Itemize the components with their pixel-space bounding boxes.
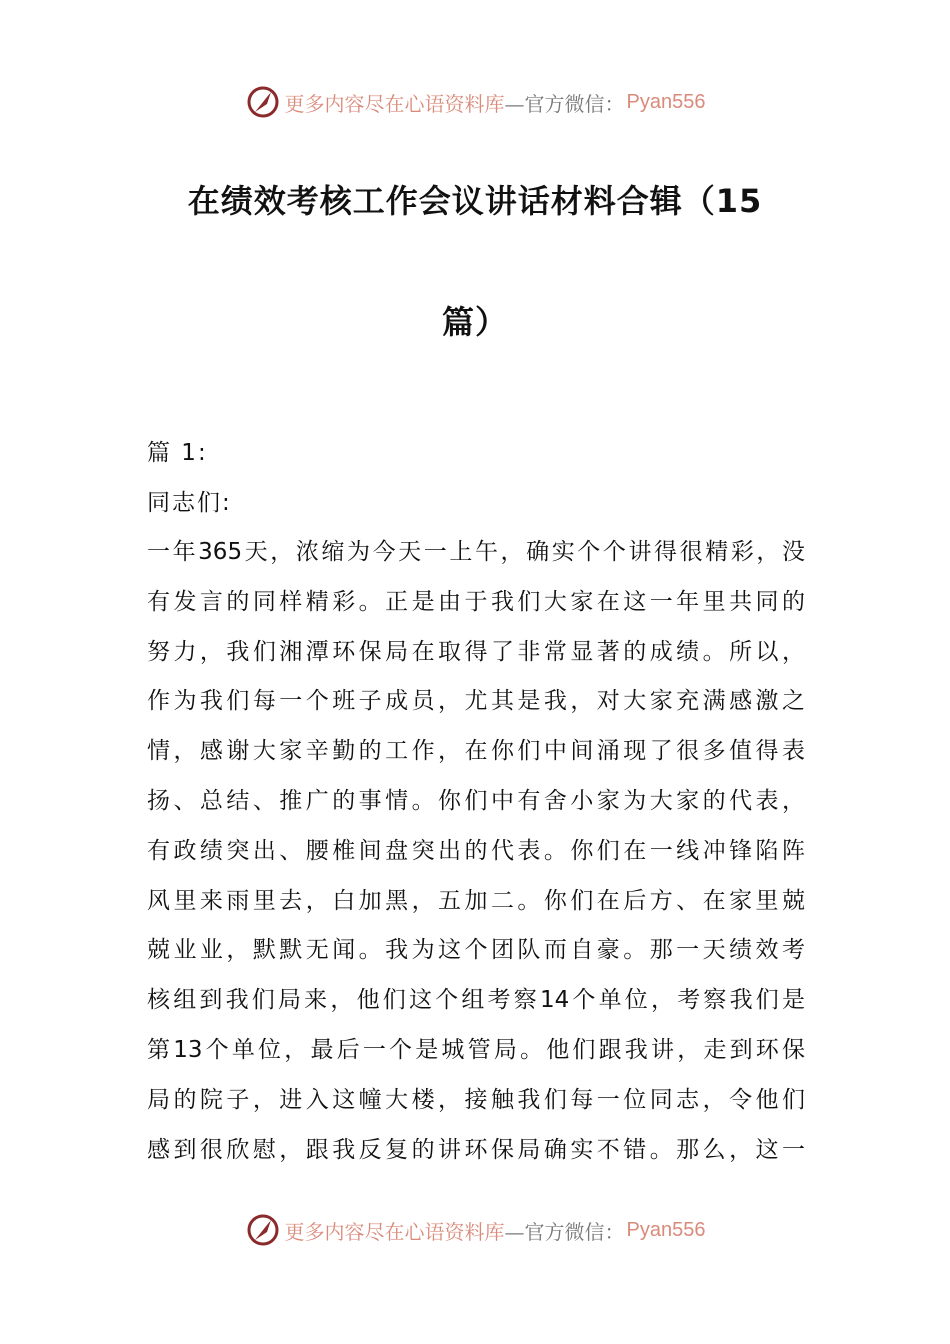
document-title-line1: 在绩效考核工作会议讲话材料合辑（15 — [187, 182, 763, 220]
watermark-wechat-id: Pyan556 — [626, 90, 706, 113]
watermark-wechat-label: —官方微信： — [504, 91, 625, 116]
body-line: 努力，我们湘潭环保局在取得了非常显著的成绩。所以， — [147, 638, 805, 665]
watermark-wechat-label: —官方微信： — [504, 1219, 625, 1244]
body-line: 作为我们每一个班子成员，尤其是我，对大家充满感激之 — [147, 688, 805, 715]
header-watermark — [0, 84, 950, 120]
body-line: 有政绩突出、腰椎间盘突出的代表。你们在一线冲锋陷阵 — [147, 837, 805, 864]
body-line: 风里来雨里去，白加黑，五加二。你们在后方、在家里兢 — [147, 887, 805, 914]
watermark-wechat-id: Pyan556 — [626, 1218, 706, 1241]
quill-logo-icon — [245, 1212, 281, 1248]
body-line: 核组到我们局来，他们这个组考察14个单位，考察我们是 — [147, 987, 805, 1014]
section-label: 篇 1: — [147, 440, 208, 466]
document-title-line2: 篇） — [441, 303, 508, 341]
body-line: 一年365天，浓缩为今天一上午，确实个个讲得很精彩，没 — [147, 539, 805, 565]
quill-logo-icon — [245, 84, 281, 120]
watermark-text: 更多内容尽在心语资料库 — [284, 91, 505, 116]
body-line: 第13个单位，最后一个是城管局。他们跟我讲，走到环保 — [147, 1037, 805, 1063]
footer-watermark — [0, 1212, 950, 1248]
body-line: 感到很欣慰，跟我反复的讲环保局确实不错。那么，这一 — [147, 1136, 805, 1163]
body-line: 有发言的同样精彩。正是由于我们大家在这一年里共同的 — [147, 588, 805, 615]
body-line: 情，感谢大家辛勤的工作，在你们中间涌现了很多值得表 — [147, 738, 805, 765]
watermark-text: 更多内容尽在心语资料库 — [284, 1219, 505, 1244]
body-line: 兢业业，默默无闻。我为这个团队而自豪。那一天绩效考 — [147, 937, 805, 964]
salutation: 同志们: — [147, 490, 232, 516]
body-line: 扬、总结、推广的事情。你们中有舍小家为大家的代表， — [147, 788, 805, 814]
body-line: 局的院子，进入这幢大楼，接触我们每一位同志，令他们 — [147, 1086, 805, 1113]
